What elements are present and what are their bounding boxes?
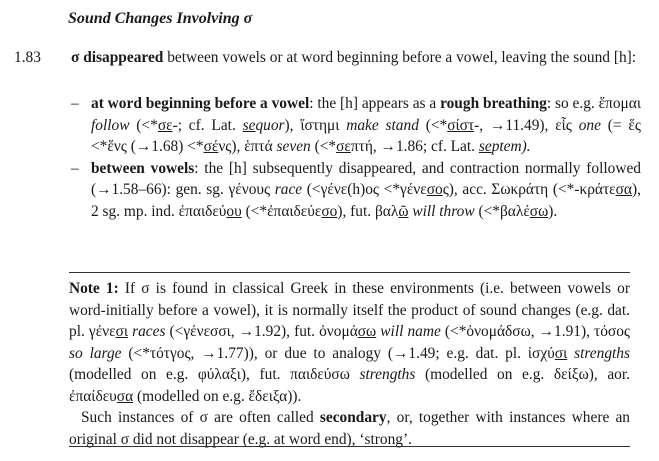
text: (<γένε(h)ος <*γένε (302, 181, 427, 198)
gloss: quor (255, 116, 285, 134)
greek-word: ἕς <*ἕνς (91, 116, 641, 155)
greek-word: εἷς (555, 116, 579, 134)
underlined: se (478, 138, 492, 155)
greek-word: γένους (228, 181, 275, 198)
gloss: strengths (359, 366, 416, 383)
text: (<*τότγος, →1.77)), or due to analogy (→1.49; e.g. dat. pl. ἰσχύ (121, 344, 555, 362)
text: ), 2 sg. mp. ind. ἐπαιδεύ (91, 181, 641, 220)
underlined: σι (115, 323, 129, 340)
underlined: σω (529, 202, 549, 220)
term: rough breathing (440, 95, 547, 112)
note-paragraph (69, 278, 630, 407)
gloss: seven (276, 138, 311, 155)
section-number: 1.83 (14, 49, 41, 66)
underlined: σα (615, 181, 633, 198)
gloss: races (132, 323, 166, 340)
term: secondary (319, 409, 387, 426)
text: (<*βαλέ (474, 202, 530, 220)
text: ), fut. βαλ (337, 202, 399, 220)
text: ς), acc. Σωκράτη (<*-κράτε (442, 181, 616, 198)
text: (<*ἐπαιδεύε (241, 202, 322, 220)
bullet-title: at word beginning before a vowel (91, 95, 310, 112)
lead-bold: σ disappeared (71, 49, 164, 66)
bullet-word-beginning (71, 93, 641, 158)
gloss: ptem). (491, 138, 531, 155)
bullet-dash: – (71, 159, 79, 177)
underlined: σε (157, 116, 173, 134)
underlined: σω (357, 323, 377, 340)
text: (<* (129, 116, 158, 134)
text: (<*ὀνομάδσω, →1.91), τόσος (440, 323, 631, 340)
gloss: strengths (574, 344, 630, 362)
text: (<γένεσσι, →1.92), fut. ὀνομά (165, 323, 358, 340)
gloss: will name (380, 323, 441, 340)
text: (modelled on e.g. δείξω), aor. ἐπαίδευ (69, 366, 630, 405)
note-label: Note 1: (69, 280, 119, 297)
text: (→1.68) <* (126, 138, 204, 155)
underlined: ου (226, 202, 242, 220)
text: ). (548, 202, 558, 220)
bullet-between-vowels (71, 158, 641, 223)
text: (modelled on e.g. φύλαξι), fut. παιδεύσω (69, 366, 360, 383)
note-bottom-rule (69, 446, 630, 447)
text: νς), (218, 138, 245, 155)
text: (<* (310, 138, 337, 155)
text: -; cf. Lat. (172, 116, 243, 134)
bullet-list (71, 93, 641, 222)
text: (modelled on e.g. ἔδειξα)). (133, 387, 302, 405)
gloss: make stand (346, 116, 419, 134)
gloss: will throw (412, 202, 475, 220)
underlined: σε (336, 138, 351, 155)
greek-word: ἵστημι (300, 116, 347, 134)
gloss: so large (69, 344, 122, 362)
bullet-title: between vowels (91, 159, 195, 177)
lead-paragraph (71, 47, 641, 69)
underlined: σα (116, 387, 134, 405)
section-heading: Sound Changes Involving σ (68, 10, 253, 27)
underlined: σίστ (447, 116, 475, 134)
greek-word: ἕπομαι (598, 95, 641, 112)
gloss: follow (91, 116, 130, 134)
text: (<* (418, 116, 448, 134)
underlined: σέ (203, 138, 219, 155)
underlined: σο (321, 202, 338, 220)
gloss: race (274, 181, 303, 198)
underlined: ῶ (398, 202, 409, 220)
bullet-dash: – (71, 95, 79, 112)
note-top-rule (69, 272, 630, 273)
note-paragraph-2 (69, 407, 630, 450)
text: πτή, →1.86; cf. Lat. (350, 138, 479, 155)
underlined: σι (554, 344, 568, 362)
text: Such instances of σ are often called (81, 409, 320, 426)
text: : so e.g. (546, 95, 599, 112)
greek-word: ἑπτά (244, 138, 277, 155)
note-box (69, 278, 630, 450)
lead-text: between vowels or at word beginning before a vowel, leaving the sound [h]: (163, 49, 637, 66)
text: (= (600, 116, 629, 134)
text: ), (284, 116, 301, 134)
text: , or, together with instances where an original σ did not disappear (e.g. at word end), ‘strong’. (69, 409, 631, 448)
text: : the [h] subsequently disappeared, and contraction normally followed (→1.58–66): gen. sg. (91, 159, 641, 198)
text: : the [h] appears as a (309, 95, 441, 112)
text: -, →11.49), (474, 116, 556, 134)
underlined: σο (426, 181, 443, 198)
text: If σ is found in classical Greek in these environments (i.e. between vowels or word-initially before a vowel), it is normally itself the product of sound changes (e.g. dat. pl. γένε (69, 280, 630, 340)
underlined: se (242, 116, 256, 134)
gloss: one (578, 116, 601, 134)
